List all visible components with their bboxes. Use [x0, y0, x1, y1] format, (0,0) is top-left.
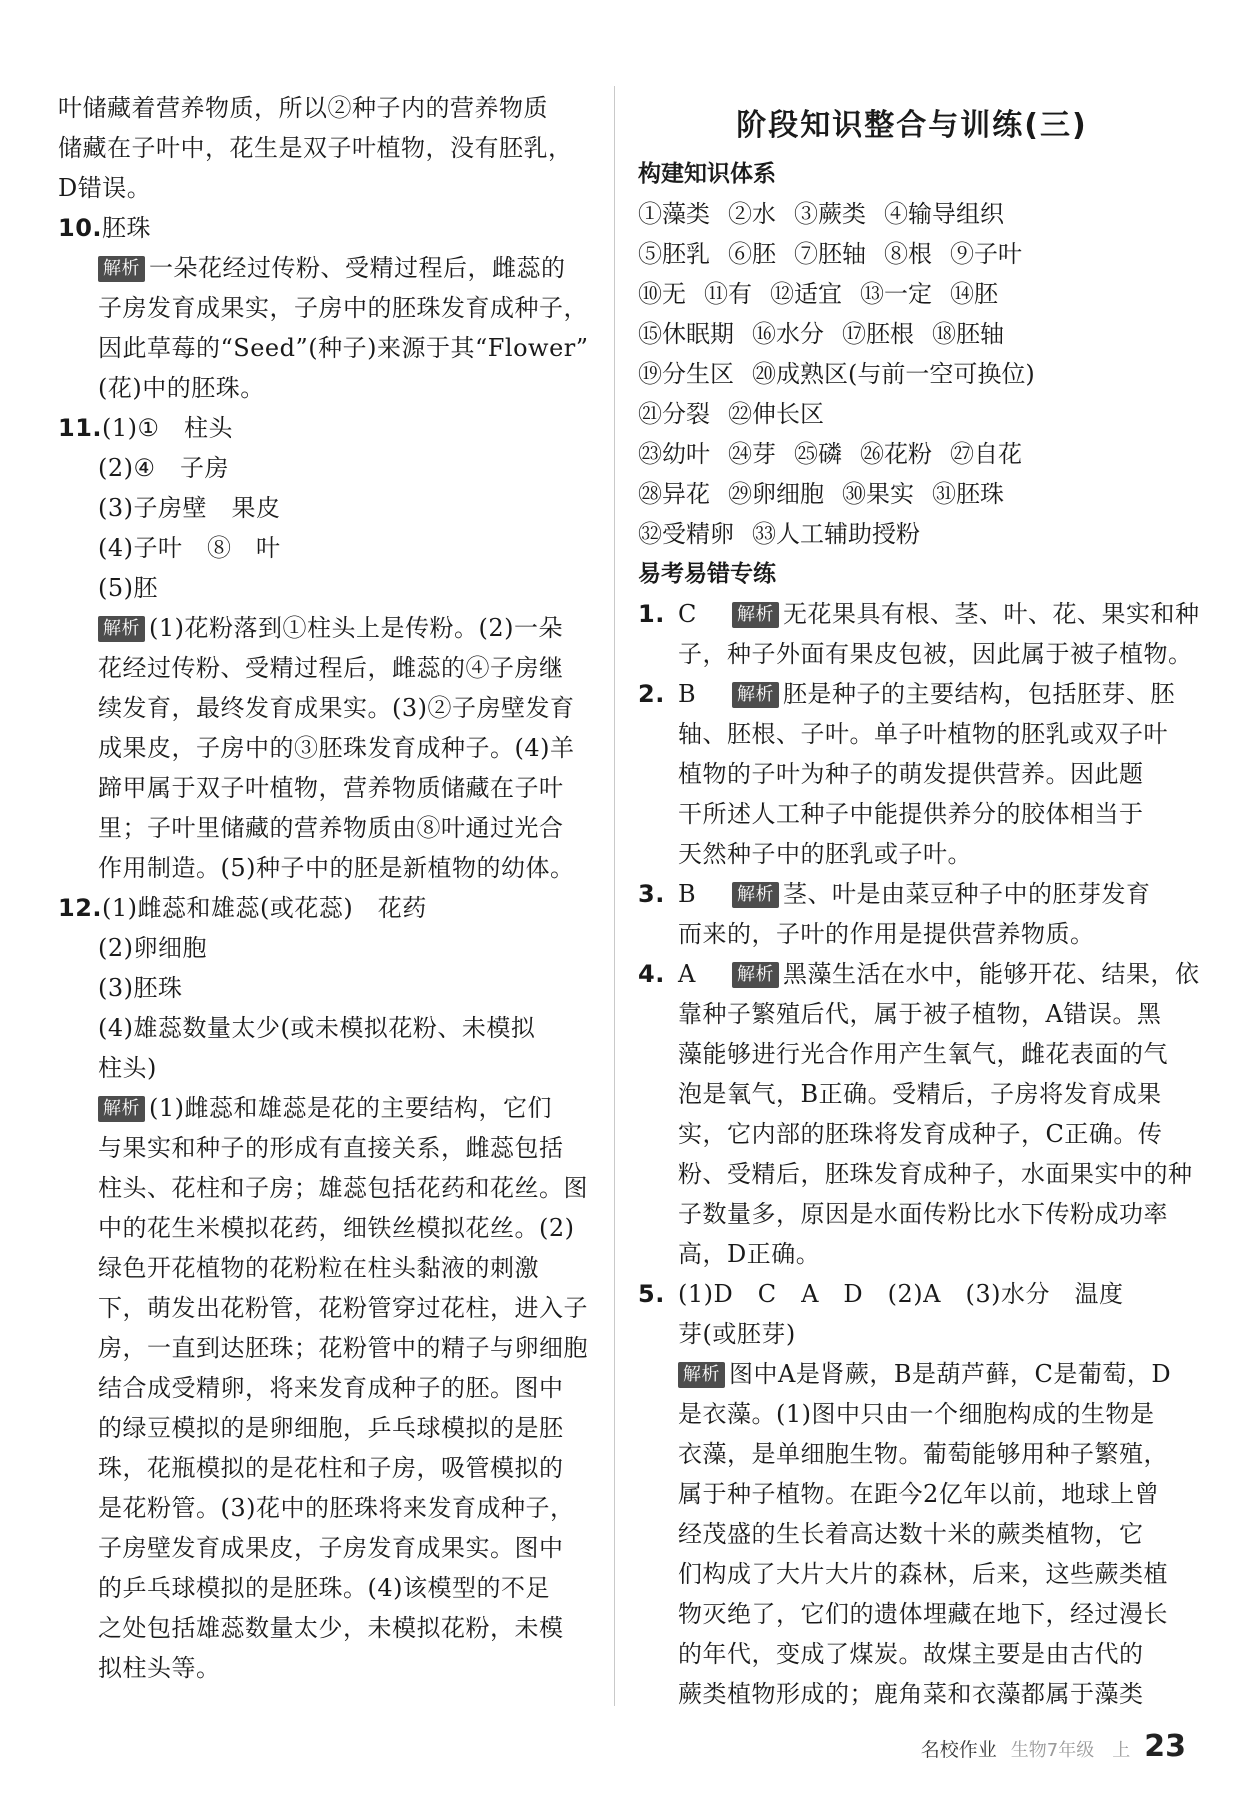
q12-analysis-line: 与果实和种子的形成有直接关系，雌蕊包括	[98, 1134, 564, 1162]
q11-analysis-line: 作用制造。(5)种子中的胚是新植物的幼体。	[98, 854, 575, 882]
q1-answer: C	[678, 600, 697, 628]
q11-answer-row: (5)胚	[98, 574, 158, 602]
q11-answer-row: (4)子叶 ⑧ 叶	[98, 534, 281, 562]
q4-analysis-line: 藻能够进行光合作用产生氧气，雌花表面的气	[678, 1040, 1168, 1068]
q11-analysis-line: 花经过传粉、受精过程后，雌蕊的④子房继	[98, 654, 564, 682]
q4-analysis-line: 高，D正确。	[678, 1240, 821, 1268]
analysis-tag: 解析	[98, 616, 145, 642]
analysis-tag: 解析	[98, 256, 145, 282]
q12-answer-row: 12.(1)雌蕊和雄蕊(或花蕊) 花药	[58, 888, 593, 928]
q10-analysis-line: 子房发育成果实，子房中的胚珠发育成种子，	[98, 294, 588, 322]
knowledge-row: ⑲分生区 ⑳成熟区(与前一空可换位)	[638, 360, 1035, 388]
column-divider	[614, 86, 615, 1706]
q10-number: 10.	[58, 214, 103, 242]
knowledge-row: ㉜受精卵 ㉝人工辅助授粉	[638, 520, 920, 548]
knowledge-row: ㉘异花 ㉙卵细胞 ㉚果实 ㉛胚珠	[638, 480, 1004, 508]
q11-analysis-line: 续发育，最终发育成果实。(3)②子房壁发育	[98, 694, 575, 722]
intro-line: 叶储藏着营养物质，所以②种子内的营养物质	[58, 94, 548, 122]
q2-analysis-line: 干所述人工种子中能提供养分的胶体相当于	[678, 800, 1144, 828]
q5-analysis-line: 解析 图中A是肾蕨，B是葫芦藓，C是葡萄，D	[638, 1354, 1186, 1394]
analysis-tag: 解析	[732, 962, 779, 988]
q12-analysis-line: 解析 (1)雌蕊和雄蕊是花的主要结构，它们	[58, 1088, 593, 1128]
q5-answer: (1)D C A D (2)A (3)水分 温度	[678, 1280, 1124, 1308]
q4-analysis-line: 实，它内部的胚珠将发育成种子，C正确。传	[678, 1120, 1163, 1148]
q5-analysis-line: 物灭绝了，它们的遗体埋藏在地下，经过漫长	[678, 1600, 1168, 1628]
footer-brand: 名校作业	[920, 1739, 997, 1761]
analysis-tag: 解析	[732, 882, 779, 908]
q3-answer: B	[678, 880, 697, 908]
knowledge-row: ①藻类 ②水 ③蕨类 ④输导组织	[638, 200, 1004, 228]
q12-analysis-line: 下，萌发出花粉管，花粉管穿过花柱，进入子	[98, 1294, 588, 1322]
q2-analysis-line: 轴、胚根、子叶。单子叶植物的胚乳或双子叶	[678, 720, 1168, 748]
q2-analysis-line: 天然种子中的胚乳或子叶。	[678, 840, 972, 868]
left-column	[58, 88, 593, 1688]
page-number: 23	[1144, 1729, 1186, 1764]
q1-analysis-line: 子，种子外面有果皮包被，因此属于被子植物。	[678, 640, 1193, 668]
q2-row: 2. B 解析 胚是种子的主要结构，包括胚芽、胚	[638, 674, 1186, 714]
q5-row	[638, 1274, 1186, 1314]
q12-analysis-line: 中的花生米模拟花药，细铁丝模拟花丝。(2)	[98, 1214, 575, 1242]
q4-answer: A	[678, 960, 696, 988]
q2-analysis-line: 植物的子叶为种子的萌发提供营养。因此题	[678, 760, 1144, 788]
q2-number: 2.	[638, 680, 665, 708]
page-footer	[921, 1729, 1186, 1764]
q12-answer-row: (3)胚珠	[98, 974, 183, 1002]
q11-analysis-line: 解析 (1)花粉落到①柱头上是传粉。(2)一朵	[58, 608, 593, 648]
q12-analysis-line: 拟柱头等。	[98, 1654, 221, 1682]
q5-analysis-line: 经茂盛的生长着高达数十米的蕨类植物，它	[678, 1520, 1144, 1548]
q5-analysis-line: 蕨类植物形成的；鹿角菜和衣藻都属于藻类	[678, 1680, 1144, 1708]
q11-number: 11.	[58, 414, 103, 442]
q5-analysis-line: 是衣藻。(1)图中只由一个细胞构成的生物是	[678, 1400, 1155, 1428]
q4-analysis-line: 泡是氧气，B正确。受精后，子房将发育成果	[678, 1080, 1162, 1108]
q5-number: 5.	[638, 1280, 665, 1308]
q12-analysis-line: 的乒乓球模拟的是胚珠。(4)该模型的不足	[98, 1574, 550, 1602]
q11-answer-row: (2)④ 子房	[98, 454, 230, 482]
q3-analysis-line: 而来的，子叶的作用是提供营养物质。	[678, 920, 1095, 948]
q11-analysis-line: 成果皮，子房中的③胚珠发育成种子。(4)羊	[98, 734, 575, 762]
section-heading-practice: 易考易错专练	[638, 561, 776, 587]
q12-analysis-line: 绿色开花植物的花粉粒在柱头黏液的刺激	[98, 1254, 539, 1282]
footer-subject: 生物7年级 上	[1010, 1740, 1131, 1761]
intro-line: 储藏在子叶中，花生是双子叶植物，没有胚乳，	[58, 134, 573, 162]
knowledge-row: ⑩无 ⑪有 ⑫适宜 ⑬一定 ⑭胚	[638, 280, 998, 308]
q11-analysis-line: 蹄甲属于双子叶植物，营养物质储藏在子叶	[98, 774, 564, 802]
q11-answer-row: (3)子房壁 果皮	[98, 494, 281, 522]
q12-analysis-line: 柱头、花柱和子房；雄蕊包括花药和花丝。图	[98, 1174, 588, 1202]
intro-line: D错误。	[58, 174, 152, 202]
analysis-tag: 解析	[732, 682, 779, 708]
section-title: 阶段知识整合与训练(三)	[736, 108, 1088, 143]
q4-analysis-line: 粉、受精后，胚珠发育成种子，水面果实中的种	[678, 1160, 1193, 1188]
knowledge-row: ⑮休眠期 ⑯水分 ⑰胚根 ⑱胚轴	[638, 320, 1004, 348]
q1-row: 1. C 解析 无花果具有根、茎、叶、花、果实和种	[638, 594, 1186, 634]
q12-analysis-line: 珠，花瓶模拟的是花柱和子房，吸管模拟的	[98, 1454, 564, 1482]
q12-answer-row: 柱头)	[98, 1054, 157, 1082]
q12-analysis-line: 的绿豆模拟的是卵细胞，乒乓球模拟的是胚	[98, 1414, 564, 1442]
q12-answer-row: (2)卵细胞	[98, 934, 207, 962]
q12-answer-row: (4)雄蕊数量太少(或未模拟花粉、未模拟	[98, 1014, 536, 1042]
q10-analysis-line: 解析 一朵花经过传粉、受精过程后，雌蕊的	[58, 248, 593, 288]
q1-number: 1.	[638, 600, 665, 628]
q11-analysis-line: 里；子叶里储藏的营养物质由⑧叶通过光合	[98, 814, 564, 842]
q2-answer: B	[678, 680, 697, 708]
knowledge-row: ㉓幼叶 ㉔芽 ㉕磷 ㉖花粉 ㉗自花	[638, 440, 1022, 468]
q11-answer-row: 11.(1)① 柱头	[58, 408, 593, 448]
analysis-tag: 解析	[98, 1096, 145, 1122]
analysis-tag: 解析	[732, 602, 779, 628]
q5-analysis-line: 的年代，变成了煤炭。故煤主要是由古代的	[678, 1640, 1144, 1668]
q10-answer: 胚珠	[102, 214, 152, 242]
q12-analysis-line: 房，一直到达胚珠；花粉管中的精子与卵细胞	[98, 1334, 588, 1362]
q12-analysis-line: 之处包括雄蕊数量太少，未模拟花粉，未模	[98, 1614, 564, 1642]
q4-number: 4.	[638, 960, 665, 988]
q10-analysis-line: 因此草莓的“Seed”(种子)来源于其“Flower”	[98, 334, 589, 362]
q4-analysis-line: 靠种子繁殖后代，属于被子植物，A错误。黑	[678, 1000, 1162, 1028]
q12-number: 12.	[58, 894, 103, 922]
section-heading-knowledge: 构建知识体系	[638, 161, 776, 187]
q4-analysis-line: 子数量多，原因是水面传粉比水下传粉成功率	[678, 1200, 1168, 1228]
q10-analysis-line: (花)中的胚珠。	[98, 374, 265, 402]
analysis-tag: 解析	[678, 1362, 725, 1388]
q3-number: 3.	[638, 880, 665, 908]
q5-answer-line: 芽(或胚芽)	[678, 1320, 796, 1348]
knowledge-row: ㉑分裂 ㉒伸长区	[638, 400, 824, 428]
knowledge-row: ⑤胚乳 ⑥胚 ⑦胚轴 ⑧根 ⑨子叶	[638, 240, 1022, 268]
q12-analysis-line: 结合成受精卵，将来发育成种子的胚。图中	[98, 1374, 564, 1402]
q5-analysis-line: 衣藻，是单细胞生物。葡萄能够用种子繁殖，	[678, 1440, 1168, 1468]
q12-analysis-line: 子房壁发育成果皮，子房发育成果实。图中	[98, 1534, 564, 1562]
q5-analysis-line: 们构成了大片大片的森林，后来，这些蕨类植	[678, 1560, 1168, 1588]
q3-row: 3. B 解析 茎、叶是由菜豆种子中的胚芽发育	[638, 874, 1186, 914]
q5-analysis-line: 属于种子植物。在距今2亿年以前，地球上曾	[678, 1480, 1160, 1508]
q12-analysis-line: 是花粉管。(3)花中的胚珠将来发育成种子，	[98, 1494, 575, 1522]
q4-row: 4. A 解析 黑藻生活在水中，能够开花、结果，依	[638, 954, 1186, 994]
right-column	[638, 88, 1200, 1714]
q10-answer-row	[58, 208, 593, 248]
